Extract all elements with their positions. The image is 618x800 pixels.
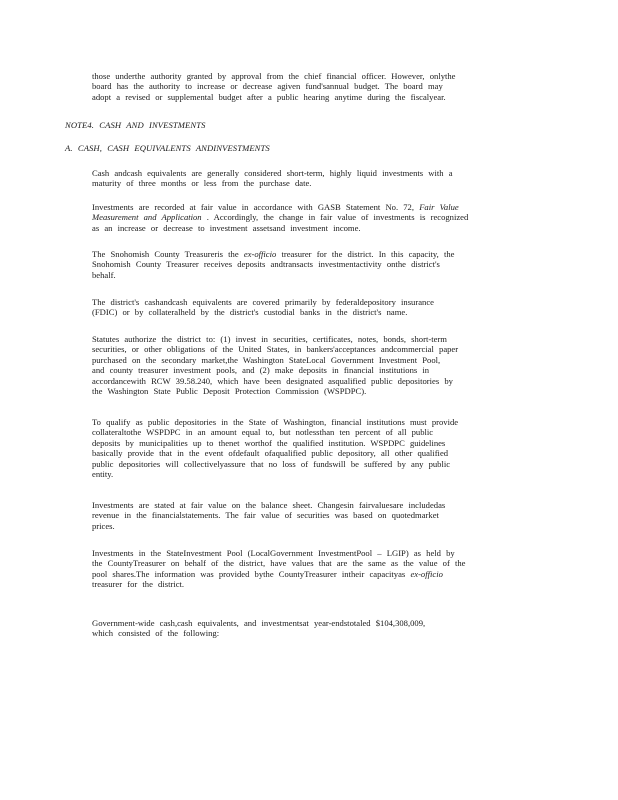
text-line: maturity of three months or less from the purchase date.	[92, 178, 312, 189]
paragraph-fair-value	[92, 500, 445, 531]
text-line: adopt a revised or supplemental budget after a public hearing anytime during the fiscalyear.	[92, 91, 446, 102]
section-heading	[65, 143, 270, 153]
section-heading-text: A. CASH, CASH EQUIVALENTS ANDINVESTMENTS	[65, 143, 270, 153]
text-line: Government-wide cash,cash equivalents, and investmentsat year-endstotaled $104,308,009,	[92, 618, 426, 628]
text-line	[92, 202, 468, 212]
text-line: Investments are stated at fair value on the balance sheet. Changesin fairvaluesare includedas	[92, 500, 446, 510]
text-line: prices.	[92, 520, 115, 531]
text-line: behalf.	[92, 269, 116, 280]
text-line: The district's cashandcash equivalents are covered primarily by federaldepository insurance	[92, 297, 434, 307]
text-line: which consisted of the following:	[92, 628, 220, 639]
text-line: the CountyTreasurer on behalf of the district, have values that are the same as the value of the	[92, 558, 466, 569]
text-line: board has the authority to increase or decrease agiven fund'sannual budget. The board may	[92, 81, 443, 92]
text-segment: treasurer for the district. In this capacity, the	[281, 249, 455, 259]
text-line: public depositories will collectivelyassure that no loss of fundswill be suffered by any public	[92, 458, 451, 469]
text-line: (FDIC) or by collateralheld by the district's custodial banks in the district's name.	[92, 307, 408, 318]
text-segment: Investments are recorded at fair value in accordance with GASB Statement No. 72,	[92, 202, 415, 212]
text-line	[92, 212, 468, 222]
text-line	[92, 249, 454, 259]
paragraph-statutes	[92, 334, 458, 396]
text-line: collateraltothe WSPDPC in an amount equal to, but notlessthan ten percent of all public	[92, 427, 434, 438]
text-segment: . Accordingly, the change in fair value of investments is recognized	[206, 212, 469, 223]
text-line: entity.	[92, 469, 114, 480]
text-line: To qualify as public depositories in the State of Washington, financial institutions must provide	[92, 417, 459, 427]
text-line: and county treasurer investment pools, and (2) make deposits in financial institutions in	[92, 365, 430, 376]
note-heading-text: NOTE4. CASH AND INVESTMENTS	[65, 120, 206, 130]
paragraph-county-treasurer	[92, 249, 454, 280]
text-line: deposits by municipalities up to thenet worthof the qualified institution. WSPDPC guidelines	[92, 437, 446, 448]
note-heading	[65, 120, 206, 130]
paragraph-investments-recorded	[92, 202, 468, 233]
text-line: basically provide that in the event ofdefault ofaqualified public depository, all other qualified	[92, 448, 449, 459]
text-line: treasurer for the district.	[92, 579, 185, 590]
text-line: securities, or other obligations of the United States, in bankers'acceptances andcommercial paper	[92, 344, 459, 355]
italic-text: ex-officio	[410, 568, 443, 579]
italic-text: Measurement and Application	[92, 212, 202, 223]
paragraph-public-depositories	[92, 417, 458, 479]
text-line: revenue in the financialstatements. The fair value of securities was based on quotedmarket	[92, 510, 439, 521]
paragraph-cash-equivalents	[92, 168, 453, 189]
text-line: as an increase or decrease to investment assetsand investment income.	[92, 222, 361, 233]
text-line: accordancewith RCW 39.58.240, which have been designated asqualified public depositories by	[92, 375, 453, 386]
italic-text: ex-officio	[243, 249, 277, 259]
text-line: Investments in the StateInvestment Pool (LocalGovernment InvestmentPool – LGIP) as held by	[92, 548, 455, 558]
text-segment: The Snohomish County Treasureris the	[92, 249, 239, 259]
text-line: Snohomish County Treasurer receives deposits andtransacts investmentactivity onthe district's	[92, 259, 440, 270]
paragraph-lgip	[92, 548, 466, 590]
text-line	[92, 569, 466, 579]
italic-text: Fair Value	[419, 202, 459, 212]
paragraph-fdic-coverage	[92, 297, 434, 318]
paragraph-government-wide-total	[92, 618, 425, 639]
text-segment: pool shares.The information was provided bythe CountyTreasurer intheir capacityas	[92, 568, 406, 579]
text-line: those underthe authority granted by approval from the chief financial officer. However, onlythe	[92, 71, 456, 81]
text-line: the Washington State Public Deposit Protection Commission (WSPDPC).	[92, 386, 367, 397]
text-line: Statutes authorize the district to: (1) invest in securities, certificates, notes, bonds, short-term	[92, 334, 447, 344]
text-line: Cash andcash equivalents are generally considered short-term, highly liquid investments with a	[92, 168, 453, 178]
text-line: purchased on the secondary market,the Washington StateLocal Government Investment Pool,	[92, 354, 441, 365]
intro-paragraph	[92, 71, 456, 102]
